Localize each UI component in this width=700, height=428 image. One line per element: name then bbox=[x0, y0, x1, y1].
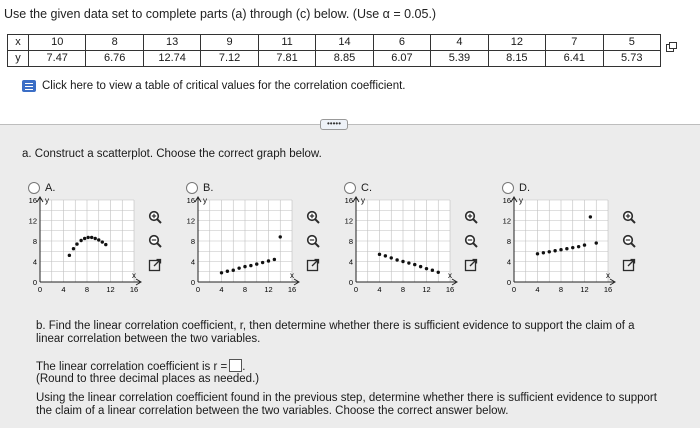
data-point bbox=[90, 236, 93, 239]
x-tick-label: 4 bbox=[219, 285, 224, 294]
data-point bbox=[220, 271, 223, 274]
data-point bbox=[425, 267, 428, 270]
x-cell: 4 bbox=[431, 35, 488, 51]
y-tick-label: 12 bbox=[28, 216, 37, 226]
part-a-question: a. Construct a scatterplot. Choose the correct graph below. bbox=[22, 148, 322, 160]
y-tick-label: 4 bbox=[348, 257, 353, 267]
y-tick-label: 0 bbox=[32, 278, 37, 287]
y-cell: 5.73 bbox=[603, 51, 660, 67]
zoom-in-icon[interactable] bbox=[306, 210, 320, 224]
x-cell: 11 bbox=[258, 35, 315, 51]
y-row bbox=[8, 51, 661, 67]
y-tick-label: 4 bbox=[190, 257, 195, 267]
x-header: x bbox=[8, 35, 29, 51]
y-cell: 8.15 bbox=[488, 51, 545, 67]
radio-button[interactable] bbox=[186, 182, 198, 194]
data-point bbox=[390, 256, 393, 259]
x-tick-label: 16 bbox=[445, 285, 455, 294]
x-tick-label: 16 bbox=[129, 285, 139, 294]
option-a-label[interactable] bbox=[28, 182, 55, 194]
critical-values-link[interactable] bbox=[22, 80, 406, 92]
scatterplot-c bbox=[336, 194, 466, 304]
data-point bbox=[559, 248, 562, 251]
x-tick-label: 0 bbox=[37, 285, 43, 294]
data-point bbox=[413, 263, 416, 266]
instructions: Use the given data set to complete parts (a) through (c) below. (Use α = 0.05.) bbox=[4, 7, 437, 21]
y-cell: 6.41 bbox=[546, 51, 603, 67]
y-axis-letter: y bbox=[361, 196, 365, 205]
y-tick-label: 16 bbox=[344, 196, 353, 205]
x-axis-letter: x bbox=[290, 271, 294, 280]
x-tick-label: 16 bbox=[603, 285, 613, 294]
y-cell: 5.39 bbox=[431, 51, 488, 67]
y-cell: 7.81 bbox=[258, 51, 315, 67]
data-point bbox=[589, 215, 592, 218]
y-tick-label: 8 bbox=[32, 237, 37, 246]
zoom-in-icon[interactable] bbox=[622, 210, 636, 224]
x-tick-label: 8 bbox=[400, 285, 406, 294]
coefficient-line bbox=[36, 359, 245, 374]
y-tick-label: 12 bbox=[344, 216, 353, 226]
zoom-in-icon[interactable] bbox=[148, 210, 162, 224]
option-a[interactable] bbox=[20, 182, 185, 312]
data-point bbox=[553, 249, 556, 252]
y-axis-letter: y bbox=[519, 196, 523, 205]
data-point bbox=[419, 265, 422, 268]
x-cell: 14 bbox=[316, 35, 373, 51]
using-text: Using the linear correlation coefficient found in the previous step, determine whether there is sufficient evidence to support the claim of a linear correlation between the two variables. Choose the correct answer below. bbox=[36, 392, 657, 417]
x-cell: 9 bbox=[201, 35, 258, 51]
data-point bbox=[548, 250, 551, 253]
data-point bbox=[407, 261, 410, 264]
zoom-out-icon[interactable] bbox=[464, 234, 478, 248]
popout-icon[interactable] bbox=[622, 258, 636, 272]
x-tick-label: 0 bbox=[195, 285, 201, 294]
data-point bbox=[583, 243, 586, 246]
x-row bbox=[8, 35, 661, 51]
data-point bbox=[226, 270, 229, 273]
data-point bbox=[279, 235, 282, 238]
y-tick-label: 16 bbox=[28, 196, 37, 205]
data-point bbox=[401, 260, 404, 263]
data-point bbox=[237, 266, 240, 269]
option-b[interactable] bbox=[178, 182, 343, 312]
y-tick-label: 8 bbox=[348, 237, 353, 246]
y-tick-label: 16 bbox=[502, 196, 511, 205]
y-tick-label: 0 bbox=[348, 278, 353, 287]
data-point bbox=[431, 269, 434, 272]
data-point bbox=[94, 237, 97, 240]
y-tick-label: 12 bbox=[186, 216, 195, 226]
data-point bbox=[437, 271, 440, 274]
y-cell: 7.47 bbox=[29, 51, 86, 67]
radio-button[interactable] bbox=[28, 182, 40, 194]
y-cell: 12.74 bbox=[143, 51, 200, 67]
data-point bbox=[395, 258, 398, 261]
data-table bbox=[7, 34, 661, 67]
x-cell: 7 bbox=[546, 35, 603, 51]
y-tick-label: 8 bbox=[190, 237, 195, 246]
copy-icon[interactable] bbox=[666, 42, 678, 52]
y-header: y bbox=[8, 51, 29, 67]
data-point bbox=[542, 251, 545, 254]
data-point bbox=[536, 252, 539, 255]
y-tick-label: 8 bbox=[506, 237, 511, 246]
radio-button[interactable] bbox=[344, 182, 356, 194]
y-tick-label: 0 bbox=[506, 278, 511, 287]
data-point bbox=[104, 243, 107, 246]
x-cell: 10 bbox=[29, 35, 86, 51]
x-axis-letter: x bbox=[448, 271, 452, 280]
data-point bbox=[101, 240, 104, 243]
x-tick-label: 8 bbox=[84, 285, 90, 294]
x-cell: 8 bbox=[86, 35, 143, 51]
y-tick-label: 4 bbox=[32, 257, 37, 267]
popout-icon[interactable] bbox=[306, 258, 320, 272]
data-point bbox=[83, 237, 86, 240]
coefficient-prefix: The linear correlation coefficient is r = bbox=[36, 361, 228, 373]
x-axis-letter: x bbox=[606, 271, 610, 280]
part-b-question: b. Find the linear correlation coefficient, r, then determine whether there is sufficient evidence to support the claim of a linear correlation between the two variables. bbox=[36, 320, 635, 345]
option-d[interactable] bbox=[494, 182, 659, 312]
option-b-label[interactable] bbox=[186, 182, 213, 194]
data-point bbox=[79, 239, 82, 242]
scatterplot-b bbox=[178, 194, 308, 304]
option-letter: B. bbox=[203, 182, 214, 194]
y-axis-letter: y bbox=[45, 196, 49, 205]
data-point bbox=[273, 258, 276, 261]
data-point bbox=[565, 247, 568, 250]
x-tick-label: 4 bbox=[61, 285, 66, 294]
x-tick-label: 4 bbox=[377, 285, 382, 294]
x-tick-label: 0 bbox=[353, 285, 359, 294]
zoom-out-icon[interactable] bbox=[622, 234, 636, 248]
data-point bbox=[68, 254, 71, 257]
x-tick-label: 0 bbox=[511, 285, 517, 294]
data-point bbox=[249, 264, 252, 267]
zoom-out-icon[interactable] bbox=[306, 234, 320, 248]
x-tick-label: 12 bbox=[264, 285, 273, 294]
x-cell: 13 bbox=[143, 35, 200, 51]
y-cell: 8.85 bbox=[316, 51, 373, 67]
data-point bbox=[97, 238, 100, 241]
popout-icon[interactable] bbox=[464, 258, 478, 272]
option-letter: D. bbox=[519, 182, 530, 194]
option-c[interactable] bbox=[336, 182, 501, 312]
coefficient-input[interactable] bbox=[229, 359, 242, 372]
data-point bbox=[267, 259, 270, 262]
data-point bbox=[378, 253, 381, 256]
x-tick-label: 12 bbox=[580, 285, 589, 294]
round-note: (Round to three decimal places as needed.) bbox=[36, 373, 260, 385]
question-panel bbox=[0, 125, 700, 428]
x-tick-label: 4 bbox=[535, 285, 540, 294]
option-c-label[interactable] bbox=[344, 182, 372, 194]
y-axis-letter: y bbox=[203, 196, 207, 205]
x-cell: 6 bbox=[373, 35, 430, 51]
data-point bbox=[261, 261, 264, 264]
x-tick-label: 8 bbox=[558, 285, 564, 294]
zoom-in-icon[interactable] bbox=[464, 210, 478, 224]
critical-values-label: Click here to view a table of critical values for the correlation coefficient. bbox=[42, 80, 406, 92]
option-letter: C. bbox=[361, 182, 372, 194]
y-cell: 6.76 bbox=[86, 51, 143, 67]
zoom-out-icon[interactable] bbox=[148, 234, 162, 248]
x-tick-label: 8 bbox=[242, 285, 248, 294]
radio-button[interactable] bbox=[502, 182, 514, 194]
popout-icon[interactable] bbox=[148, 258, 162, 272]
option-letter: A. bbox=[45, 182, 56, 194]
x-tick-label: 12 bbox=[422, 285, 431, 294]
data-point bbox=[595, 241, 598, 244]
x-tick-label: 12 bbox=[106, 285, 115, 294]
y-cell: 7.12 bbox=[201, 51, 258, 67]
option-d-label[interactable] bbox=[502, 182, 530, 194]
data-point bbox=[86, 236, 89, 239]
x-cell: 5 bbox=[603, 35, 660, 51]
x-axis-letter: x bbox=[132, 271, 136, 280]
data-point bbox=[72, 247, 75, 250]
y-tick-label: 4 bbox=[506, 257, 511, 267]
data-point bbox=[232, 269, 235, 272]
coefficient-suffix: . bbox=[242, 361, 246, 373]
scatterplot-d bbox=[494, 194, 624, 304]
scatterplot-a bbox=[20, 194, 150, 304]
data-point bbox=[577, 245, 580, 248]
x-tick-label: 16 bbox=[287, 285, 297, 294]
data-point bbox=[571, 246, 574, 249]
y-cell: 6.07 bbox=[373, 51, 430, 67]
data-point bbox=[384, 254, 387, 257]
data-point bbox=[243, 265, 246, 268]
data-point bbox=[75, 242, 78, 245]
more-button[interactable]: ••••• bbox=[320, 119, 348, 130]
y-tick-label: 16 bbox=[186, 196, 195, 205]
y-tick-label: 0 bbox=[190, 278, 195, 287]
table-icon bbox=[22, 80, 36, 92]
data-point bbox=[255, 262, 258, 265]
x-cell: 12 bbox=[488, 35, 545, 51]
y-tick-label: 12 bbox=[502, 216, 511, 226]
